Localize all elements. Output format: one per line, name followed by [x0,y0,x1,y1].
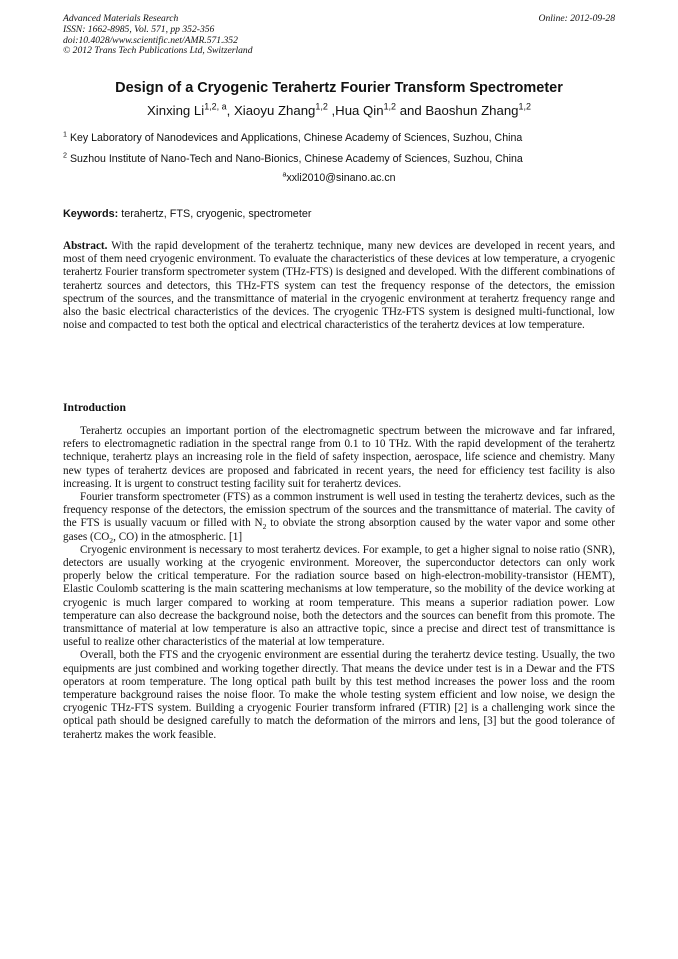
paragraph: Terahertz occupies an important portion of the electromagnetic spectrum between the microwave and far infrared, refers to electromagnetic radiation in the spectral range from 0.1 to 10 THz. With the rapid development of the terahertz technique, terahertz plays an increasing role in the field of safety inspection, aerospace, life science and chemistry. Many new types of terahertz devices are proposed and fabricated in recent years, the need for efficiency test facility is also increasing. It is urgent to construct testing facility suit for terahertz devices. [63,425,615,490]
author-affil-mark: 1,2 [315,101,328,112]
author-name: Xiaoyu Zhang [233,103,316,118]
abstract [63,240,615,332]
paragraph-text: to obviate the strong absorption caused by the water vapor and some other gases (CO [63,517,615,543]
affiliation-1 [63,129,615,144]
author-list [0,103,678,118]
author-separator: and [396,103,426,118]
journal-name: Advanced Materials Research [63,13,179,24]
abstract-label: Abstract. [63,240,108,252]
author-separator: , [226,103,234,118]
subscript: 2 [109,535,114,545]
paragraph [63,491,615,544]
author-affil-mark: 1,2, a [204,101,227,112]
author-name: Baoshun Zhang [425,103,519,118]
author-affil-mark: 1,2 [383,101,397,112]
keywords-text: terahertz, FTS, cryogenic, spectrometer [121,208,312,220]
affiliation-mark: 2 [63,150,67,160]
author-name: Xinxing Li [147,103,205,118]
paragraph: Cryogenic environment is necessary to most terahertz devices. For example, to get a higher signal to noise ratio (SNR), detectors are usually working at the cryogenic environment. Moreover, the superconductor detectors can only work properly below the critical temperature. For the radiation source based on high-electron-mobility-transistor (HEMT), Elastic Coulomb scattering is the main scattering mechanisms at low temperature, so the mobility of the device working at cryogenic is much larger compared to working at room temperature. This means a superior radiation power. Low temperature can also decrease the background noise, both the detectors and the sources can benefit from this promote. The transmittance of material at low temperature is also an attractive topic, since a precise and direct test of transmittance is useful to realize other characteristics of the material at low temperature. [63,543,615,649]
introduction-body [63,425,615,742]
paragraph: Overall, both the FTS and the cryogenic environment are essential during the terahertz device testing. Usually, the two equipments are just combined and working together directly. That means the device under test is in a Dewar and the FTS operators at room temperature. The long optical path built by this test method increases the power loss and the room temperature background raises the noise floor. To make the whole testing system efficient and low noise, we design the cryogenic THz-FTS system. Building a cryogenic Fourier transform infrared (FTIR) [2] is a challenging work since the optical path should be designed carefully to match the deformation of the mirrors and lens, [3] but the good tolerance of terahertz makes the work feasible. [63,649,615,741]
author-name: Hua Qin [335,103,384,118]
section-heading-introduction: Introduction [63,401,126,414]
contact-email[interactable] [0,169,678,184]
issn-line: ISSN: 1662-8985, Vol. 571, pp 352-356 [63,23,215,35]
affiliation-text: Key Laboratory of Nanodevices and Applications, Chinese Academy of Sciences, Suzhou, China [69,132,523,144]
paper-title: Design of a Cryogenic Terahertz Fourier Transform Spectrometer [115,80,563,96]
copyright-line: © 2012 Trans Tech Publications Ltd, Switzerland [63,45,253,57]
author-affil-mark: 1,2 [518,101,531,112]
paragraph-text: , CO) in the atmospheric. [1] [113,530,243,543]
keywords [63,208,615,220]
affiliation-mark: 1 [63,129,67,139]
keywords-label: Keywords: [63,208,119,220]
author-separator: , [327,103,336,118]
subscript: 2 [262,522,267,532]
online-date: Online: 2012-09-28 [538,13,615,24]
doi-line: doi:10.4028/www.scientific.net/AMR.571.352 [63,34,238,46]
publication-info [63,14,253,57]
abstract-text: With the rapid development of the terahertz technique, many new devices are developed in recent years, and most of them need cryogenic environment. To evaluate the characteristics of these devices at low temperature, a cryogenic terahertz Fourier transform spectrometer system (THz-FTS) is designed and developed. With the different combinations of terahertz sources and detectors, this THz-FTS system can test the frequency response of the detectors, the emission spectrum of the sources, and the transmittance of material in the cryogenic environment at terahertz frequency range and also the basic electrical characteristics of the devices. The cryogenic THz-FTS system is designed multi-functional, low noise and compacted to test both the optical and electrical characteristics of the terahertz devices at low temperature. [63,240,615,332]
paragraph-text: Fourier transform spectrometer (FTS) as a common instrument is well used in testing the terahertz devices, such as the frequency response of the detectors, the emission spectrum of the sources and the transmittance of material. The cavity of the FTS is usually vacuum or filled with N [63,491,615,530]
affiliation-text: Suzhou Institute of Nano-Tech and Nano-Bionics, Chinese Academy of Sciences, Suzhou, China [69,153,523,165]
email-mark: a [282,169,287,179]
email-address[interactable]: xxli2010@sinano.ac.cn [286,172,396,184]
affiliation-2 [63,150,615,165]
